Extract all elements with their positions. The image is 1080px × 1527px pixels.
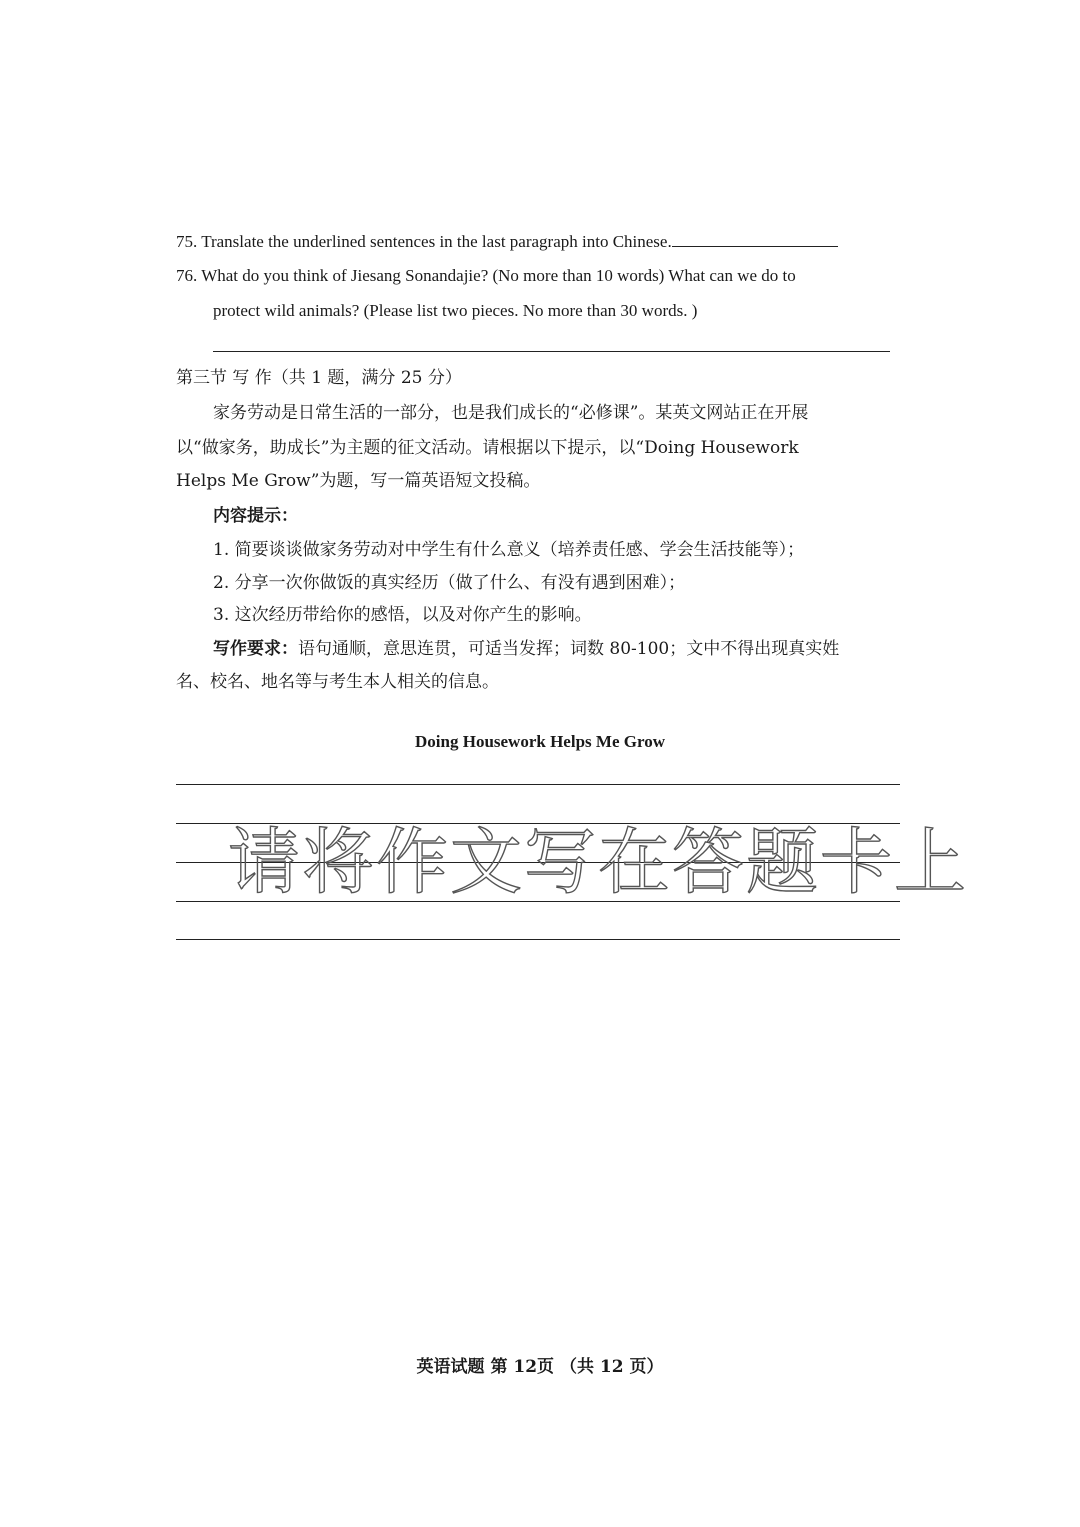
hints-label: 内容提示： xyxy=(213,506,298,526)
question-76-line-1: 76. What do you think of Jiesang Sonandajie? (No more than 10 words) What can we do to xyxy=(176,266,796,285)
writing-intro-line-3: Helps Me Grow”为题，写一篇英语短文投稿。 xyxy=(176,471,541,491)
question-76-line-2: protect wild animals? (Please list two pieces. No more than 30 words. ) xyxy=(213,301,698,320)
hint-item: 3. 这次经历带给你的感悟，以及对你产生的影响。 xyxy=(213,605,592,625)
hint-item: 2. 分享一次你做饭的真实经历（做了什么、有没有遇到困难）； xyxy=(213,573,686,593)
requirements-text-line-1: 语句通顺，意思连贯，可适当发挥；词数 80-100；文中不得出现真实姓 xyxy=(298,639,840,659)
answer-card-stamp: 请将作文写在答题卡上 xyxy=(228,820,969,904)
requirements-text-line-2: 名、校名、地名等与考生本人相关的信息。 xyxy=(176,672,499,692)
essay-title: Doing Housework Helps Me Grow xyxy=(415,732,665,751)
requirements-label: 写作要求： xyxy=(213,639,298,659)
page-footer: 英语试题 第 12页 （共 12 页） xyxy=(416,1357,664,1377)
writing-section-heading: 第三节 写 作（共 1 题，满分 25 分） xyxy=(176,368,462,388)
writing-line[interactable] xyxy=(176,784,900,785)
answer-blank-75[interactable] xyxy=(672,232,838,247)
question-75-text: 75. Translate the underlined sentences in the last paragraph into Chinese. xyxy=(176,232,672,251)
writing-intro-line-2: 以“做家务，助成长”为主题的征文活动。请根据以下提示，以“Doing Housework xyxy=(176,438,799,458)
hint-item: 1. 简要谈谈做家务劳动对中学生有什么意义（培养责任感、学会生活技能等）； xyxy=(213,540,805,560)
writing-requirements xyxy=(213,638,839,660)
writing-intro-line-1: 家务劳动是日常生活的一部分，也是我们成长的“必修课”。某英文网站正在开展 xyxy=(213,403,809,423)
writing-line[interactable] xyxy=(176,939,900,940)
question-75 xyxy=(176,231,838,253)
answer-line-76[interactable] xyxy=(213,351,890,352)
